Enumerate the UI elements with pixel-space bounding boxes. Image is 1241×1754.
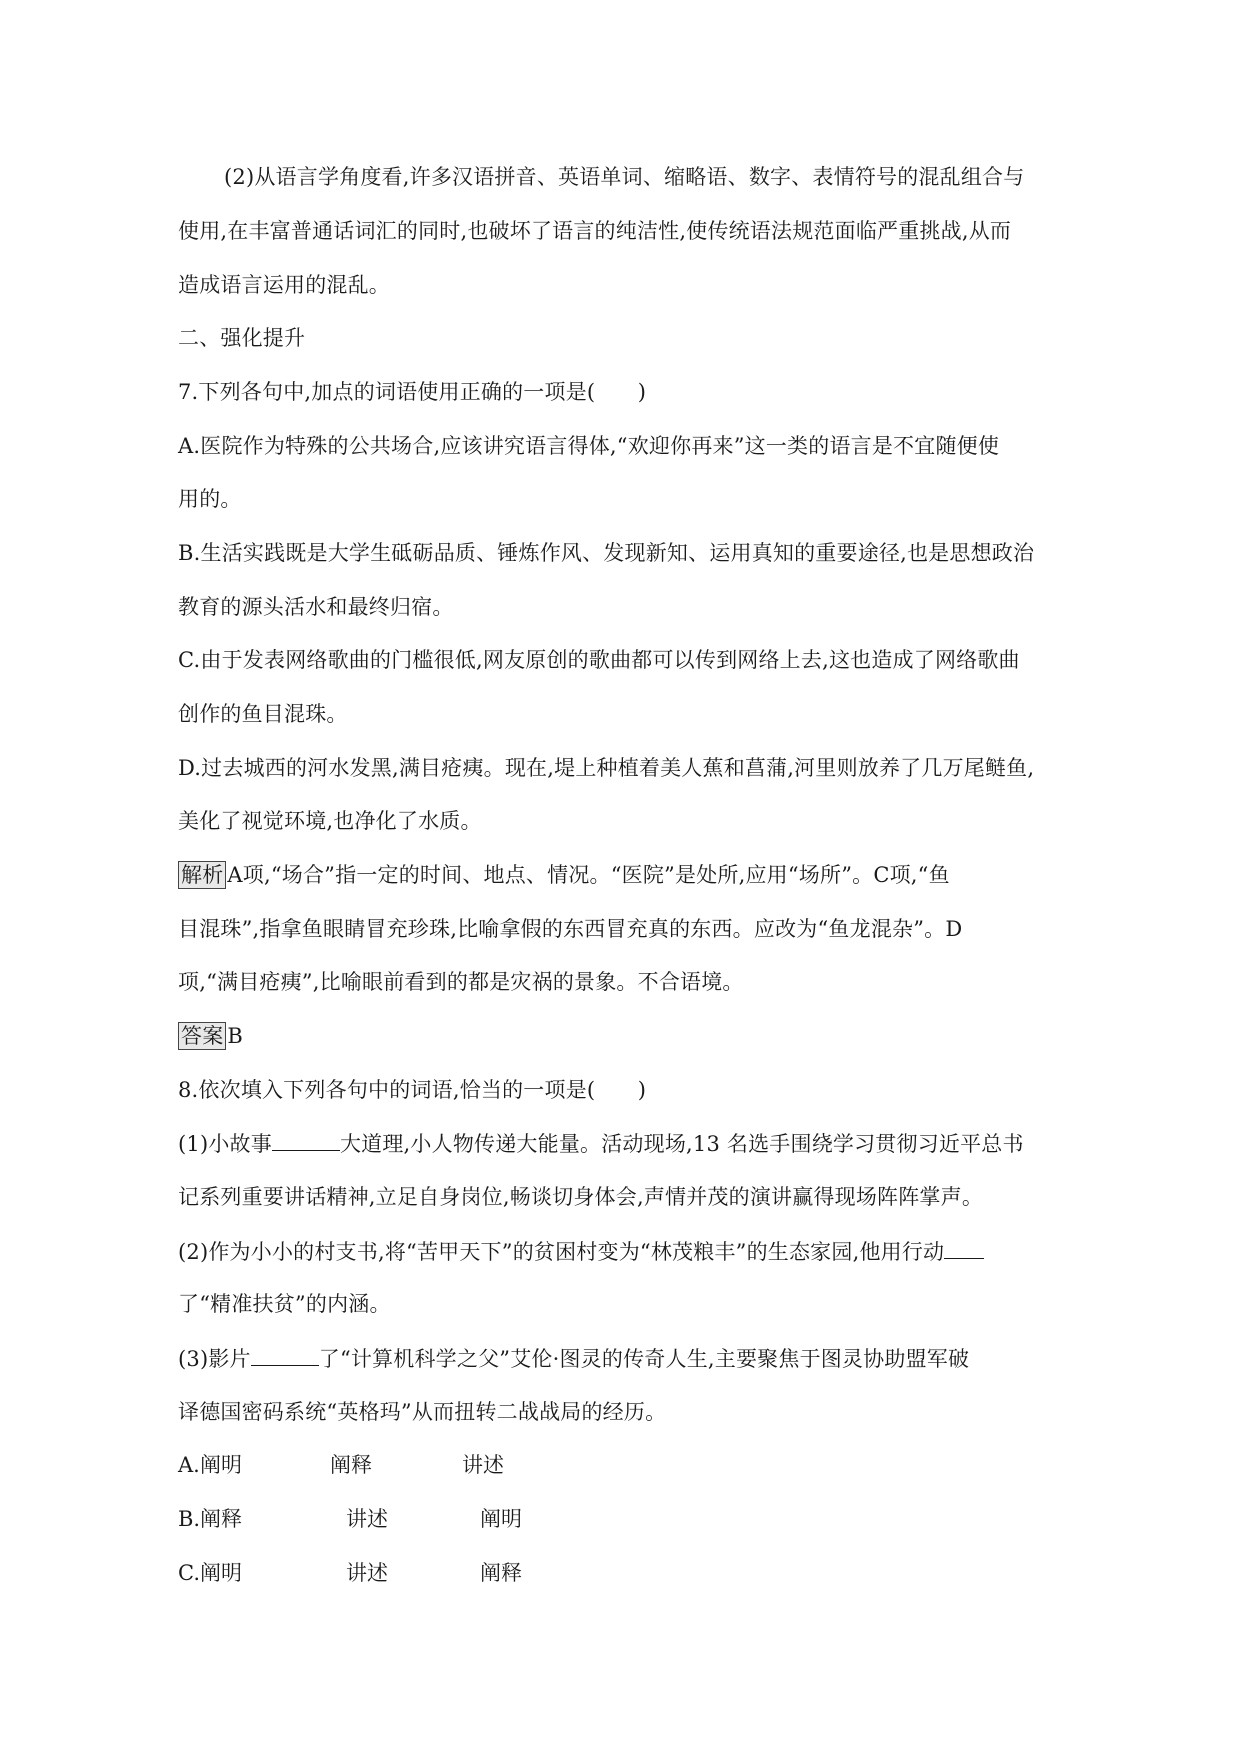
q8-option-a-word-3: 讲述 (462, 1453, 504, 1477)
q8-option-b-word-2: 讲述 (346, 1507, 388, 1531)
q7-analysis-line-2: 目混珠”,指拿鱼眼睛冒充珍珠,比喻拿假的东西冒充真的东西。应改为“鱼龙混杂”。D (178, 917, 963, 941)
q8-s1-pre: (1)小故事 (178, 1132, 272, 1156)
q8-s3-post: 了“计算机科学之父”艾伦·图灵的传奇人生,主要聚焦于图灵协助盟军破 (318, 1347, 970, 1371)
analysis-tag: 解析 (178, 861, 226, 889)
q7-option-b-line-2: 教育的源头活水和最终归宿。 (178, 595, 454, 619)
q6-text-line-1: (2)从语言学角度看,许多汉语拼音、英语单词、缩略语、数字、表情符号的混乱组合与 (224, 165, 1025, 189)
analysis-text-1: A项,“场合”指一定的时间、地点、情况。“医院”是处所,应用“场所”。C项,“鱼 (227, 863, 950, 887)
q8-option-c-word-2: 讲述 (346, 1561, 388, 1585)
q8-option-a-word-1: 阐明 (200, 1453, 242, 1477)
q7-stem: 7.下列各句中,加点的词语使用正确的一项是( ) (178, 380, 647, 404)
q8-option-a-letter: A. (178, 1453, 200, 1477)
q8-s3-pre: (3)影片 (178, 1347, 251, 1371)
q7-answer-line (178, 1021, 243, 1051)
q8-sentence-2-line-2: 了“精准扶贫”的内涵。 (178, 1292, 391, 1316)
q8-sentence-3-line-2: 译德国密码系统“英格玛”从而扭转二战战局的经历。 (178, 1400, 667, 1424)
q8-sentence-1-line-2: 记系列重要讲话精神,立足自身岗位,畅谈切身体会,声情并茂的演讲赢得现场阵阵掌声。 (178, 1185, 984, 1209)
q8-sentence-1-line-1 (178, 1128, 1024, 1159)
fill-blank-2 (944, 1236, 984, 1259)
q7-option-a-line-1: A.医院作为特殊的公共场合,应该讲究语言得体,“欢迎你再来”这一类的语言是不宜随便使 (178, 434, 1000, 458)
q7-option-d-line-1: D.过去城西的河水发黑,满目疮痍。现在,堤上种植着美人蕉和菖蒲,河里则放养了几万尾鲢鱼, (178, 756, 1035, 780)
q7-analysis-line-1 (178, 860, 950, 890)
fill-blank-3 (251, 1343, 319, 1366)
q8-s2-pre: (2)作为小小的村支书,将“苦甲天下”的贫困村变为“林茂粮丰”的生态家园,他用行动 (178, 1240, 945, 1264)
q8-option-b-word-1: 阐释 (200, 1507, 242, 1531)
q7-option-b-line-1: B.生活实践既是大学生砥砺品质、锤炼作风、发现新知、运用真知的重要途径,也是思想政治 (178, 541, 1035, 565)
q8-option-b-word-3: 阐明 (480, 1507, 522, 1531)
q8-option-b-letter: B. (178, 1507, 201, 1531)
q8-option-c-letter: C. (178, 1561, 200, 1585)
q7-analysis-line-3: 项,“满目疮痍”,比喻眼前看到的都是灾祸的景象。不合语境。 (178, 970, 744, 994)
q7-option-c-line-1: C.由于发表网络歌曲的门槛很低,网友原创的歌曲都可以传到网络上去,这也造成了网络歌曲 (178, 648, 1020, 672)
q6-text-line-3: 造成语言运用的混乱。 (178, 273, 390, 297)
q7-option-c-line-2: 创作的鱼目混珠。 (178, 702, 348, 726)
q8-sentence-3-line-1 (178, 1343, 969, 1374)
q8-option-a-word-2: 阐释 (330, 1453, 372, 1477)
q8-option-c-word-1: 阐明 (200, 1561, 242, 1585)
q8-sentence-2-line-1 (178, 1236, 984, 1267)
q7-option-d-line-2: 美化了视觉环境,也净化了水质。 (178, 809, 482, 833)
q6-text-line-2: 使用,在丰富普通话词汇的同时,也破坏了语言的纯洁性,使传统语法规范面临严重挑战,从而 (178, 219, 1012, 243)
q8-stem: 8.依次填入下列各句中的词语,恰当的一项是( ) (178, 1078, 647, 1102)
fill-blank-1 (272, 1128, 340, 1151)
answer-value: B (227, 1024, 244, 1048)
section-title: 二、强化提升 (178, 326, 306, 350)
q8-option-c-word-3: 阐释 (480, 1561, 522, 1585)
q8-s1-post: 大道理,小人物传递大能量。活动现场,13 名选手围绕学习贯彻习近平总书 (339, 1132, 1024, 1156)
q7-option-a-line-2: 用的。 (178, 487, 242, 511)
answer-tag: 答案 (178, 1022, 226, 1050)
